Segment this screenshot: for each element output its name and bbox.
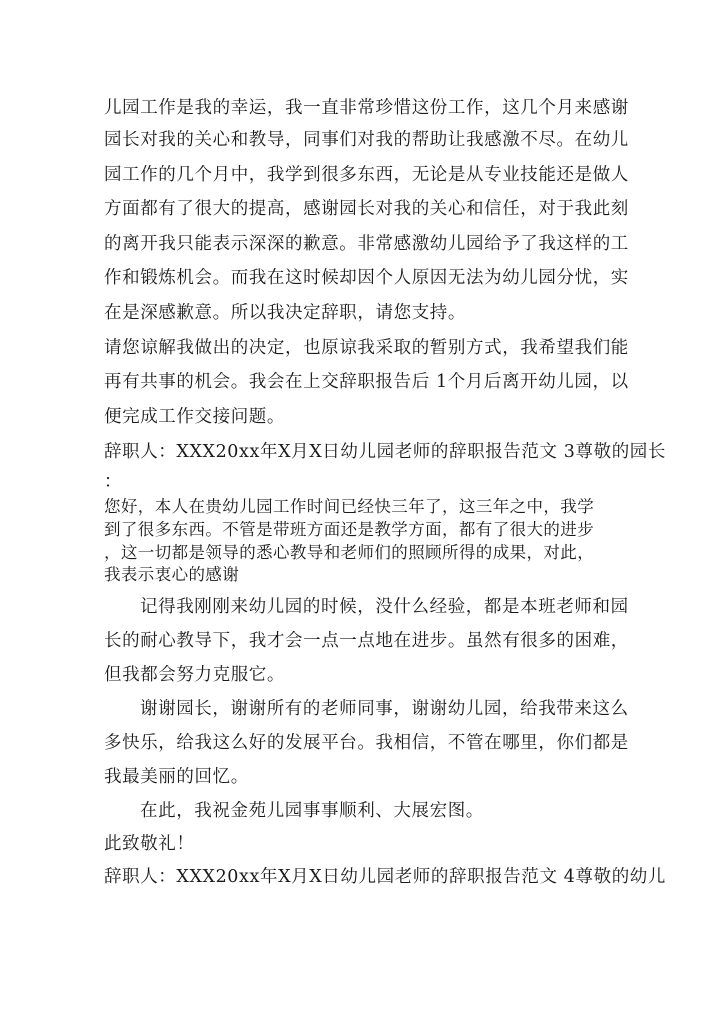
text-line: 的离开我只能表示深深的歉意。非常感激幼儿园给予了我这样的工 xyxy=(104,234,629,254)
indented-text-line: 谢谢园长，谢谢所有的老师同事，谢谢幼儿园，给我带来这么 xyxy=(140,699,629,719)
text-line: 在是深感歉意。所以我决定辞职，请您支持。 xyxy=(104,303,466,323)
text-line: 作和锻炼机会。而我在这时候却因个人原因无法为幼儿园分忧，实 xyxy=(104,268,629,288)
text-line: 便完成工作交接问题。 xyxy=(104,407,285,427)
text-line: 多快乐，给我这么好的发展平台。我相信，不管在哪里，你们都是 xyxy=(104,733,629,753)
text-line: 方面都有了很大的提高，感谢园长对我的关心和信任，对于我此刻 xyxy=(104,199,629,219)
text-line: ： xyxy=(104,472,123,492)
text-line: 园工作的几个月中，我学到很多东西，无论是从专业技能还是做人 xyxy=(104,165,629,185)
text-line: 到了很多东西。不管是带班方面还是教学方面，都有了很大的进步 xyxy=(104,520,595,539)
text-line: 辞职人：XXX20xx年X月X日幼儿园老师的辞职报告范文 4尊敬的幼儿 xyxy=(104,867,666,887)
text-line: 您好，本人在贵幼儿园工作时间已经快三年了，这三年之中，我学 xyxy=(104,497,595,516)
text-line: 辞职人：XXX20xx年X月X日幼儿园老师的辞职报告范文 3尊敬的园长 xyxy=(104,442,666,462)
text-line: ，这一切都是领导的悉心教导和老师们的照顾所得的成果，对此， xyxy=(104,543,595,562)
text-line: 长的耐心教导下，我才会一点一点地在进步。虽然有很多的困难， xyxy=(104,631,629,651)
indented-text-line: 在此，我祝金苑儿园事事顺利、大展宏图。 xyxy=(140,801,484,821)
text-line: 再有共事的机会。我会在上交辞职报告后 1个月后离开幼儿园，以 xyxy=(104,372,629,392)
text-line: 园长对我的关心和教导，同事们对我的帮助让我感激不尽。在幼儿 xyxy=(104,130,629,150)
text-line: 我最美丽的回忆。 xyxy=(104,767,249,787)
text-line: 请您谅解我做出的决定，也原谅我采取的暂别方式，我希望我们能 xyxy=(104,338,629,358)
closing-salutation: 此致敬礼！ xyxy=(104,834,195,854)
text-line: 但我都会努力克服它。 xyxy=(104,665,285,685)
indented-text-line: 记得我刚刚来幼儿园的时候，没什么经验，都是本班老师和园 xyxy=(140,597,629,617)
text-line: 儿园工作是我的幸运，我一直非常珍惜这份工作，这几个月来感谢 xyxy=(104,98,629,118)
text-line: 我表示衷心的感谢 xyxy=(104,565,240,584)
